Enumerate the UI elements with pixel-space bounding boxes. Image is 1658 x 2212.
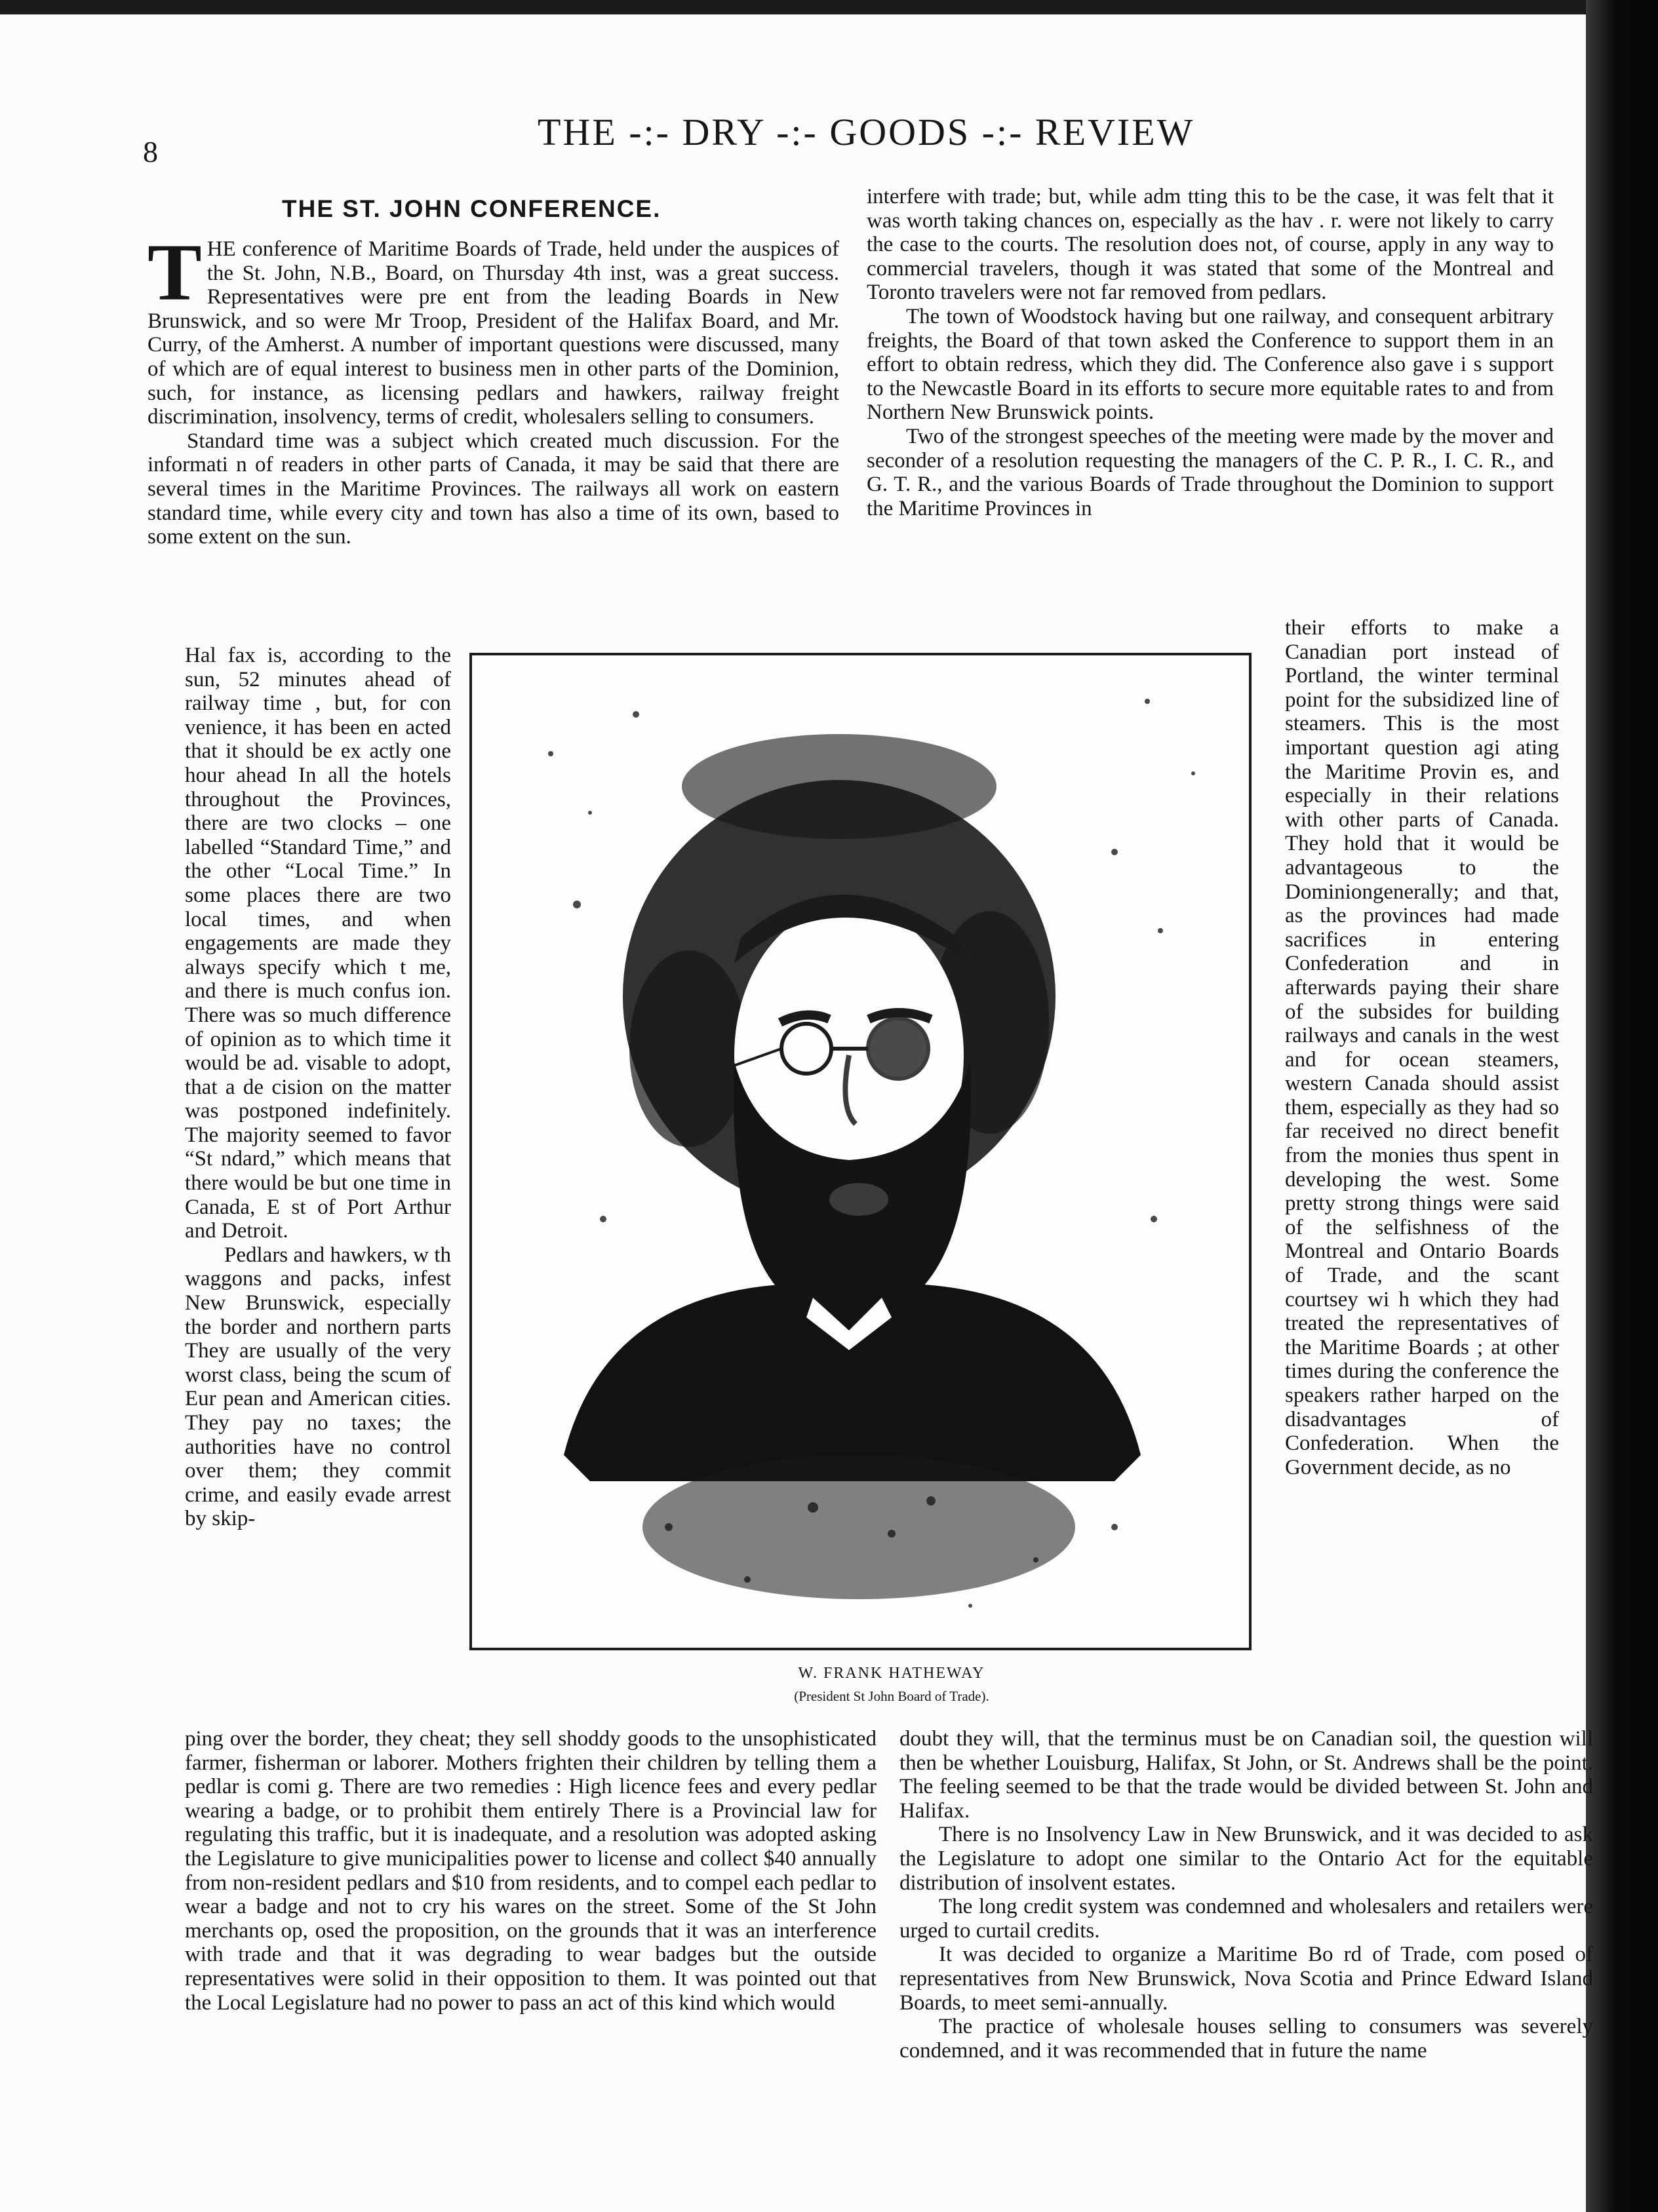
paragraph: The long credit system was condemned and wholesalers and retailers were urged to curtail credits. <box>899 1895 1593 1943</box>
portrait-frame <box>469 653 1252 1650</box>
paragraph: Two of the strongest speeches of the meeting were made by the mover and seconder of a resolution requesting the managers of the C. P. R., I. C. R., and G. T. R., and the various Boards of Trade throughout the Dominion to support the Maritime Provinces in <box>867 424 1554 520</box>
scan-dark-edge <box>1586 0 1658 2212</box>
paragraph: It was decided to organize a Maritime Bo rd of Trade, com posed of representatives from New Brunswick, Nova Scotia and Prince Edward Island Boards, to meet semi-annually. <box>899 1943 1593 2015</box>
right-column-bottom <box>899 1727 1593 2183</box>
paragraph: ping over the border, they cheat; they sell shoddy goods to the unsophisticated farmer, fisherman or laborer. Mothers frighten their children by telling them a pedlar is comi g. There are two remedies : High licence fees and every pedlar wearing a badge, or to prohibit them entirely There is a Provincial law for regulating this traffic, but it is inadequate, and a resolution was adopted asking the Legislature to give municipalities power to license and collect $40 annually from non-resident pedlars and $10 from residents, and to compel each pedlar to wear a badge and not to cry his wares on the street. Some of the St John merchants op, osed the proposition, on the grounds that it was an interference with trade and that it was degrading to wear badges but the outside representatives were solid in their opposition to them. It was pointed out that the Local Legislature had no power to pass an act of this kind which would <box>185 1727 877 2015</box>
paragraph: their efforts to make a Canadian port instead of Portland, the winter terminal point for the subsidized line of steamers. This is the most important question agi ating the Maritime Provin es, and especially in their relations with other parts of Canada. They hold that it would be advantageous to the Dominiongenerally; and that, as the provinces had made sacrifices in entering Confederation and in afterwards paying their share of the subsides for building railways and canals in the west and for ocean steamers, western Canada should assist them, especially as they had so far received no direct benefit from the monies thus spent in developing the west. Some pretty strong things were said of the selfishness of the Montreal and Ontario Boards of Trade, and the scant courtsey wi h which they had treated the representatives of the Maritime Boards ; at other times during the conference the speakers rather harped on the disadvantages of Confederation. When the Government decide, as no <box>1285 616 1559 1479</box>
portrait-caption-role: (President St John Board of Trade). <box>794 1688 989 1704</box>
masthead: THE -:- DRY -:- GOODS -:- REVIEW <box>538 111 1195 153</box>
page-number: 8 <box>143 135 158 168</box>
article-title: THE ST. JOHN CONFERENCE. <box>282 195 661 222</box>
right-column-narrow <box>1285 616 1559 1727</box>
drop-cap: T <box>148 237 202 317</box>
left-column-narrow <box>185 644 451 1709</box>
portrait-caption-name: W. FRANK HATHEWAY <box>798 1665 985 1682</box>
paragraph: THE conference of Maritime Boards of Trade, held under the auspices of the St. John, N.B., Board, on Thursday 4th inst, was a great success. Representatives were pre ent from the leading Boards in New Brunswick, and so were Mr Troop, President of the Halifax Board, and Mr. Curry, of the Amherst. A number of important questions were discussed, many of which are of equal interest to business men in other parts of the Dominion, such, for instance, as licensing pedlars and hawkers, railway freight discrimination, insolvency, terms of credit, wholesalers selling to consumers. <box>148 237 839 429</box>
paragraph: There is no Insolvency Law in New Brunswick, and it was decided to ask the Legislature to adopt one similar to the Ontario Act for the equitable distribution of insolvent estates. <box>899 1823 1593 1895</box>
paragraph: interfere with trade; but, while adm tting this to be the case, it was felt that it was worth taking chances on, especially as the hav . r. were not likely to carry the case to the courts. The resolution does not, of course, apply in any way to commercial travelers, though it was stated that some of the Montreal and Toronto travelers were not far removed from pedlars. <box>867 185 1554 305</box>
paragraph: The town of Woodstock having but one railway, and consequent arbitrary freights, the Board of that town asked the Conference to support them in an effort to obtain redress, which they did. The Conference also gave i s support to the Newcastle Board in its efforts to secure more equitable rates to and from Northern New Brunswick points. <box>867 304 1554 425</box>
paragraph: Pedlars and hawkers, w th waggons and packs, infest New Brunswick, especially the border and northern parts They are usually of the very worst class, being the scum of Eur pean and American cities. They pay no taxes; the authorities have no control over them; they commit crime, and easily evade arrest by skip- <box>185 1243 451 1531</box>
paragraph: Hal fax is, according to the sun, 52 minutes ahead of railway time , but, for con venience, it has been en acted that it should be ex actly one hour ahead In all the hotels throughout the Provinces, there are two clocks – one labelled “Standard Time,” and the other “Local Time.” In some places there are two local times, and when engagements are made they always specify which t me, and there is much confus ion. There was so much difference of opinion as to which time it would be ad. visable to adopt, that a de cision on the matter was postponed indefinitely. The majority seemed to favor “St ndard,” which means that there would be but one time in Canada, E st of Port Arthur and Detroit. <box>185 644 451 1243</box>
paragraph: doubt they will, that the terminus must be on Canadian soil, the question will then be whether Louisburg, Halifax, St John, or St. Andrews shall be the point. The feeling seemed to be that the trade would be divided between St. John and Halifax. <box>899 1727 1593 1823</box>
page-top-border <box>0 0 1658 14</box>
paragraph: Standard time was a subject which created much discussion. For the informati n of readers in other parts of Canada, it may be said that there are several times in the Maritime Provinces. The railways all work on eastern standard time, while every city and town has also a time of its own, based to some extent on the sun. <box>148 429 839 549</box>
left-column-top <box>148 237 839 629</box>
right-column-top <box>867 185 1554 647</box>
portrait-image <box>472 655 1249 1648</box>
paragraph: The practice of wholesale houses selling to consumers was severely condemned, and it was recommended that in future the name <box>899 2015 1593 2063</box>
left-column-bottom <box>185 1727 877 2183</box>
